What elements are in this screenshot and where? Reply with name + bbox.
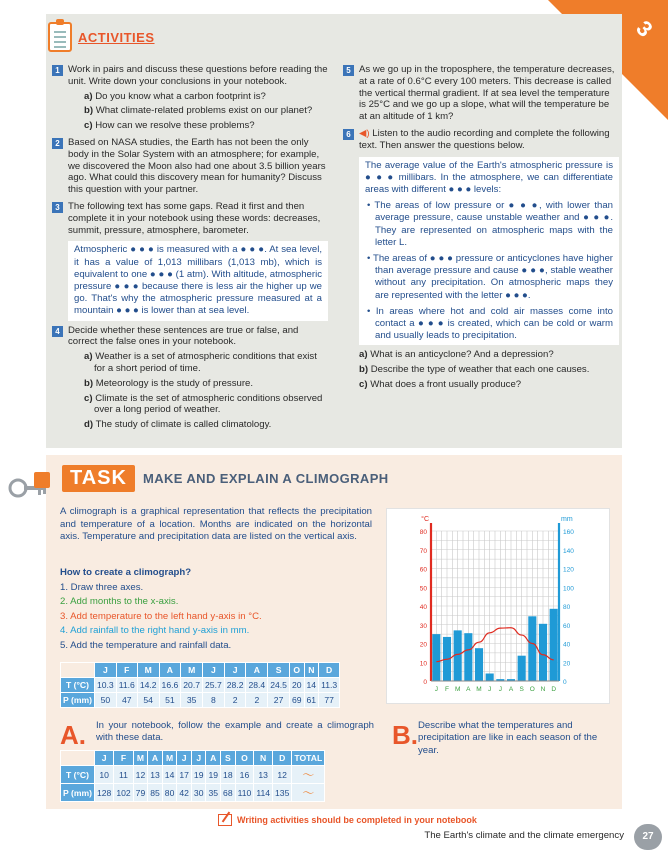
month-header: D [319,663,340,678]
table-cell: 68 [221,784,236,802]
task-b-text: Describe what the temperatures and precipitation are like in each season of the year. [418,720,598,756]
table-cell: 13 [254,766,273,784]
month-tick-label: F [445,686,449,693]
table-cell: 12 [133,766,148,784]
question-text: As we go up in the troposphere, the temperature decreases, at a rate of 0.6°C every 100 meters. This decrease is called the vertical thermal gradient. If at sea level the temperature is 25°C and we go up a slope, what will the temperature be at an altitude of 1 km? [359,64,615,123]
precipitation-bar [528,616,536,681]
gap-fill-text: Atmospheric ● ● ● is measured with a ● ● ●. At sea level, it has a value of 1,013 millibars (1,013 mb), which is equivalent to one ● ● ● (1 atm). With altitude, atmospheric pressure ● ● ● because there is less air the higher up we go. That's why the atmospheric pressure measured at a mountain ● ● ● is lower than at sea level. [68,241,328,320]
table-cell: 11.6 [116,678,137,693]
listening-bullet-2: • The areas of ● ● ● pressure or anticyclones have higher than average pressure and cause ● ● ●, stable weather without any precipitation. On atmospheric maps they are represented with the letter ● ● ●. [367,253,613,301]
right-tick-label: 60 [563,622,571,630]
month-header: J [94,663,116,678]
left-axis-unit: °C [421,516,429,523]
precipitation-bar [550,609,558,681]
precipitation-bar [464,633,472,681]
month-header: A [159,663,181,678]
month-tick-label: A [508,686,514,693]
left-tick-label: 20 [419,641,427,649]
left-tick-label: 50 [419,585,427,593]
question-6a: a) What is an anticyclone? And a depression? [359,349,554,361]
listening-bullet-1: • The areas of low pressure or ● ● ●, with lower than average pressure, cause unstable weather and ● ● ●. They are represented on atmospheric maps with the letter L. [367,200,613,248]
howto-step-4: 4. Add rainfall to the right hand y-axis in mm. [60,625,250,637]
left-tick-label: 80 [419,529,427,536]
question-text: ◀) Listen to the audio recording and complete the following text. Then answer the questions below. [359,127,610,151]
precipitation-bar [475,648,483,681]
table-cell: 85 [148,784,163,802]
month-tick-label: D [551,686,557,693]
activities-title: ACTIVITIES [78,29,155,45]
precipitation-bar [518,656,526,681]
activities-header [48,22,155,52]
table-cell: 128 [94,784,113,802]
question-4 [52,325,328,431]
table-row [61,784,325,802]
month-header: N [304,663,319,678]
table-cell: 28.4 [246,678,268,693]
month-tick-label: M [454,686,461,693]
table-cell: 102 [114,784,133,802]
table-cell: 17 [177,766,192,784]
table-cell: 79 [133,784,148,802]
activities-right-column [343,64,619,396]
right-tick-label: 0 [563,679,567,686]
month-header: F [114,751,133,766]
month-header: O [289,663,304,678]
month-tick-label: J [434,686,438,693]
month-header: N [254,751,273,766]
table-row [61,766,325,784]
table-cell: 42 [177,784,192,802]
table-cell: 10.3 [94,678,116,693]
right-tick-label: 80 [563,604,571,611]
right-tick-label: 160 [563,529,574,536]
table-cell: 61 [304,693,319,708]
left-tick-label: 70 [419,547,427,555]
task-a-letter: A. [60,720,86,750]
month-tick-label: N [540,686,546,693]
table-row [61,693,340,708]
left-tick-label: 30 [419,622,427,630]
total-header: TOTAL [292,751,325,766]
row-label: T (°C) [61,678,95,693]
page-number: 27 [634,824,662,850]
task-a-text: In your notebook, follow the example and create a climograph with these data. [96,720,374,744]
month-header: O [235,751,254,766]
climograph-card [386,508,610,704]
listening-intro: The average value of the Earth's atmospheric pressure is ● ● ● millibars. In the atmosphere, we can differentiate areas with different ● ● ● levels: [365,159,613,195]
table-cell: 30 [191,784,206,802]
table-cell: 14.2 [137,678,159,693]
climograph-intro: A climograph is a graphical representation that reflects the precipitation and temperature of a location. Months are indicated on the horizontal axis. Temperature and precipitation data are listed on the vertical axis. [60,506,372,543]
precipitation-bar [486,674,494,682]
table-row [61,663,340,678]
table-cell: 110 [235,784,254,802]
table-cell: 54 [137,693,159,708]
table-cell: 28.2 [224,678,246,693]
question-text: Decide whether these sentences are true or false, and correct the false ones in your notebook. [68,324,299,348]
question-text: Work in pairs and discuss these questions before reading the unit. Write down your conclusions in your notebook. [68,64,328,87]
question-6-subquestions [343,349,619,390]
pencil-icon [218,814,232,826]
question-number: 1 [52,65,63,76]
table-cell: 27 [268,693,290,708]
month-header: J [224,663,246,678]
keys-icon [4,466,54,506]
row-label: P (mm) [61,693,95,708]
table-cell: 77 [319,693,340,708]
question-1a: a) Do you know what a carbon footprint is? [84,90,266,102]
month-header: A [206,751,221,766]
table-cell: 2 [224,693,246,708]
table-cell: 20.7 [181,678,203,693]
question-1b: b) What climate-related problems exist on our planet? [84,105,313,117]
row-label: P (mm) [61,784,95,802]
question-1c: c) How can we resolve these problems? [84,120,255,132]
notebook-note [218,814,477,826]
month-header: S [268,663,290,678]
question-text: The following text has some gaps. Read it first and then complete it in your notebook using these words: decreases, summit, pressure, atmosphere, barometer. [68,200,321,236]
right-tick-label: 100 [563,585,574,593]
table-cell: 16 [235,766,254,784]
table-cell: 80 [162,784,177,802]
question-4a: a) Weather is a set of atmospheric conditions that exist for a short period of time. [84,351,317,374]
question-4d: d) The study of climate is called climatology. [84,419,272,431]
table-cell: 18 [221,766,236,784]
question-4c: c) Climate is the set of atmospheric conditions observed over a long period of weather. [84,392,323,416]
row-label: T (°C) [61,766,95,784]
question-5 [343,64,619,123]
table-cell: 20 [289,678,304,693]
question-number: 3 [52,202,63,213]
table-cell: 13 [148,766,163,784]
table-cell: 10 [94,766,113,784]
month-tick-label: J [488,686,492,693]
question-number: 6 [343,129,354,140]
table-cell: 14 [162,766,177,784]
table-cell: 14 [304,678,319,693]
howto-section [60,566,372,654]
table-cell: 2 [246,693,268,708]
question-number: 5 [343,65,354,76]
question-6c: c) What does a front usually produce? [359,379,522,391]
wave-icon: 〜 [292,766,325,784]
question-1 [52,64,328,132]
task-header [62,465,389,492]
howto-step-5: 5. Add the temperature and rainfall data. [60,639,232,651]
right-tick-label: 20 [563,660,571,668]
month-header: D [273,751,292,766]
left-tick-label: 0 [423,679,427,686]
table-cell: 114 [254,784,273,802]
left-tick-label: 10 [419,660,427,668]
table-cell: 19 [191,766,206,784]
footer-title: The Earth's climate and the climate emergency [424,830,624,841]
month-tick-label: O [529,686,535,693]
table-row [61,678,340,693]
task-a-data-table [60,750,325,802]
table-cell: 25.7 [203,678,225,693]
table-cell: 47 [116,693,137,708]
table-cell: 16.6 [159,678,181,693]
audio-icon[interactable]: ◀) [359,127,370,139]
howto-title: How to create a climograph? [60,567,192,578]
listening-text [359,157,619,346]
month-header: M [181,663,203,678]
month-tick-label: M [476,686,482,693]
month-tick-label: S [519,686,524,693]
month-header: M [133,751,148,766]
precipitation-bar [432,634,440,681]
month-header: J [177,751,192,766]
month-header: J [94,751,113,766]
month-tick-label: A [466,686,471,693]
month-header: J [191,751,206,766]
table-cell: 51 [159,693,181,708]
table-cell: 35 [181,693,203,708]
listening-bullet-3: • In areas where hot and cold air masses come into contact a ● ● ● is created, which can be cold or warm and usually leads to precipitation. [367,305,613,342]
month-header: J [203,663,225,678]
table-cell: 35 [206,784,221,802]
table-row [61,751,325,766]
table-cell: 12 [273,766,292,784]
question-4b: b) Meteorology is the study of pressure. [84,377,254,389]
month-header: M [162,751,177,766]
task-b-letter: B. [392,720,418,750]
activities-left-column [52,64,328,436]
clipboard-icon [48,22,72,52]
question-3 [52,201,328,236]
unit-number: 3 [631,15,658,42]
left-tick-label: 40 [419,604,427,611]
climograph-chart [387,509,611,705]
month-tick-label: J [498,686,502,693]
question-number: 2 [52,138,63,149]
right-tick-label: 120 [563,566,574,574]
example-data-table [60,662,340,708]
wave-icon: 〜 [292,784,325,802]
table-cell: 11 [114,766,133,784]
table-cell: 8 [203,693,225,708]
right-tick-label: 40 [563,641,571,649]
question-number: 4 [52,326,63,337]
month-header: S [221,751,236,766]
question-text: Based on NASA studies, the Earth has not been the only body in the Solar System with an atmosphere; for example, we discovered the Moon also had one about 3.5 billion years ago. What could this discovery mean for humanity? Discuss this question with your partner. [68,136,326,196]
right-tick-label: 140 [563,547,574,555]
right-axis-unit: mm [561,516,573,523]
table-cell: 50 [94,693,116,708]
notebook-note-text: Writing activities should be completed in your notebook [237,815,477,825]
month-header: F [116,663,137,678]
question-2 [52,137,328,196]
table-cell: 19 [206,766,221,784]
table-cell: 69 [289,693,304,708]
howto-step-3: 3. Add temperature to the left hand y-axis in °C. [60,610,262,622]
question-6 [343,128,619,152]
question-6b: b) Describe the type of weather that each one causes. [359,364,590,376]
howto-step-1: 1. Draw three axes. [60,581,144,593]
task-title: MAKE AND EXPLAIN A CLIMOGRAPH [142,471,389,486]
month-header: A [148,751,163,766]
table-cell: 24.5 [268,678,290,693]
left-tick-label: 60 [419,566,427,574]
task-badge: TASK [62,465,135,492]
howto-step-2: 2. Add months to the x-axis. [60,596,179,608]
month-header: M [137,663,159,678]
month-header: A [246,663,268,678]
table-cell: 11.3 [319,678,340,693]
table-cell: 135 [273,784,292,802]
